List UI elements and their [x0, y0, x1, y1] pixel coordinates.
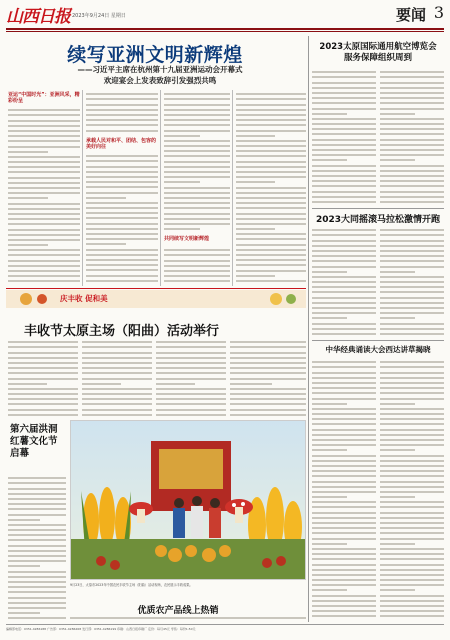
- bottom-story-body: [70, 614, 306, 622]
- wheat-icon: [20, 293, 32, 305]
- feature-body-col-3: [156, 338, 226, 416]
- feature-body-col-4: [230, 338, 306, 416]
- dateline: 2023年9月24日 星期日: [72, 13, 126, 19]
- masthead-rule: [6, 28, 444, 30]
- lead-body-col-3a: [164, 90, 230, 234]
- right-story-1-col-2: [380, 68, 444, 206]
- photo-caption: 9月23日，太原市2023年中国农民丰收节主场（阳曲）活动现场，农民展示丰收成果。: [70, 583, 193, 587]
- page-divider: [308, 36, 309, 622]
- right-story-3-col-2: [380, 358, 444, 620]
- harvest-festival-photo: [70, 420, 306, 580]
- feature-banner: [6, 290, 306, 308]
- side-story-body: [8, 474, 66, 620]
- lead-body-col-3b: [164, 246, 230, 284]
- lead-headline: 续写亚洲文明新辉煌: [67, 44, 243, 66]
- right-story-2-col-1: [312, 226, 376, 338]
- right-story-1-col-1: [312, 68, 376, 206]
- feature-banner-label: 庆丰收 促和美: [60, 294, 108, 303]
- feature-top-rule: [6, 288, 306, 289]
- section-name: 要闻: [395, 6, 426, 24]
- masthead-rule-thin: [6, 31, 444, 32]
- newspaper-logo: 山西日报: [6, 7, 70, 27]
- right-headline-1-line2: 服务保障组织周到: [343, 53, 412, 63]
- feature-headline: 丰收节太原主场（阳曲）活动举行: [24, 324, 220, 339]
- feature-body-col-1: [8, 338, 78, 418]
- lead-intertitle-3: 共同续写文明新辉煌: [164, 236, 210, 242]
- lead-intertitle-2: 承载人民对和平、团结、包容的美好向往: [86, 138, 157, 150]
- bottom-headline: 优质农产品线上热销: [137, 606, 219, 616]
- lead-subheadline: ——习近平主席在杭州第十九届亚洲运动会开幕式: [77, 65, 243, 74]
- right-headline-1-line1: 2023太原国际通用航空博览会: [319, 42, 437, 52]
- lead-body-col-2b: [86, 152, 158, 284]
- right-headline-3: 中华经典诵读大会西达讲草揭晓: [325, 345, 431, 354]
- lead-intertitle-1: 亚运“中国时光”：亚洲风采，精彩纷呈: [8, 92, 80, 104]
- lead-body-col-4: [236, 90, 306, 284]
- footer-text: 编辑部电话：0351-4286188 广告部：0351-4286268 发行部：0351-4286199 印刷：山西日报印刷厂 定价：每月45元 零售：每份1.50元: [6, 627, 196, 631]
- column-divider: [160, 90, 161, 286]
- lead-body-col-2a: [86, 90, 158, 136]
- story-separator: [312, 340, 444, 341]
- column-divider: [232, 90, 233, 286]
- lead-body-col-1: [8, 106, 80, 284]
- page-number: 3: [433, 3, 444, 22]
- right-story-2-col-2: [380, 226, 444, 338]
- story-separator: [312, 208, 444, 209]
- feature-body-col-2: [82, 338, 152, 416]
- right-story-3-col-1: [312, 358, 376, 620]
- right-headline-1: [312, 42, 444, 64]
- masthead: [6, 2, 444, 28]
- right-headline-2: 2023大同摇滚马拉松激情开跑: [315, 215, 441, 225]
- column-divider: [82, 90, 83, 286]
- side-story-headline: 第六届洪洞红薯文化节启幕: [10, 424, 58, 459]
- lead-subheadline-2: 欢迎宴会上发表致辞引发强烈共鸣: [103, 76, 217, 85]
